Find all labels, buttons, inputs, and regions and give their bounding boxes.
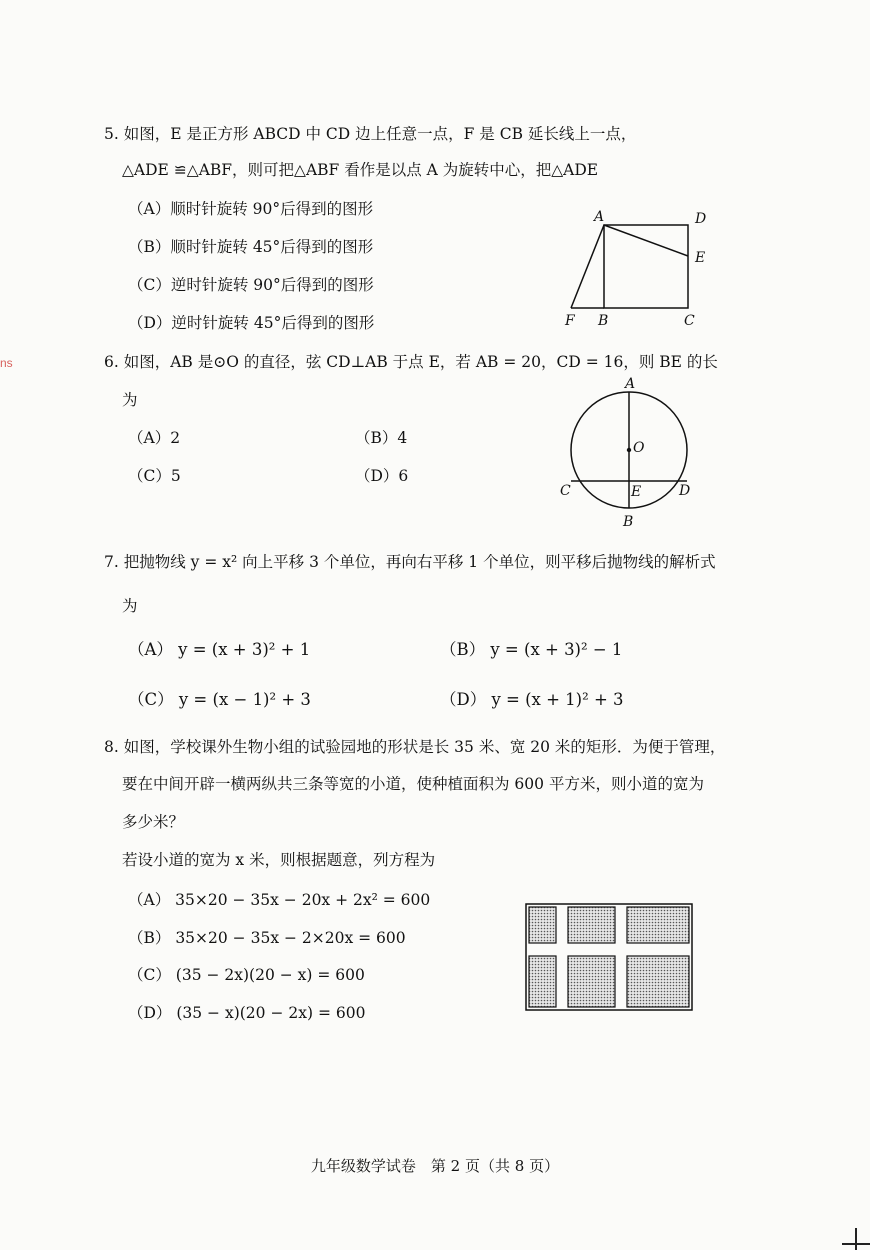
q5-option-b: （B）顺时针旋转 45°后得到的图形 xyxy=(128,238,374,256)
q6-line2: 为 xyxy=(122,391,138,409)
q8-line4: 若设小道的宽为 x 米，则根据题意，列方程为 xyxy=(122,851,436,869)
label-a: A xyxy=(594,209,605,225)
q6-option-a: （A）2 xyxy=(128,429,181,447)
q7-option-c: （C） y = (x − 1)² + 3 xyxy=(128,690,311,709)
q8-option-c: （C） (35 − 2x)(20 − x) = 600 xyxy=(128,966,365,984)
label-b: B xyxy=(623,514,634,530)
q5-option-a: （A）顺时针旋转 90°后得到的图形 xyxy=(128,200,374,218)
q7-option-a: （A） y = (x + 3)² + 1 xyxy=(128,640,311,659)
q5-option-c: （C）逆时针旋转 90°后得到的图形 xyxy=(128,276,374,294)
q8-line2: 要在中间开辟一横两纵共三条等宽的小道，使种植面积为 600 平方米，则小道的宽为 xyxy=(122,775,704,793)
q5-figure-square xyxy=(560,205,720,330)
q7-line1: 7. 把抛物线 y = x² 向上平移 3 个单位，再向右平移 1 个单位，则平移后抛物线的解析式 xyxy=(104,553,716,571)
label-f: F xyxy=(565,313,575,329)
q8-line1: 8. 如图，学校课外生物小组的试验园地的形状是长 35 米、宽 20 米的矩形．为便于管理， xyxy=(104,738,726,756)
q5-line1: 5. 如图，E 是正方形 ABCD 中 CD 边上任意一点，F 是 CB 延长线上一点， xyxy=(104,125,637,143)
q7-line2: 为 xyxy=(122,597,138,615)
q5-option-d: （D）逆时针旋转 45°后得到的图形 xyxy=(128,314,375,332)
q8-option-b: （B） 35×20 − 35x − 2×20x = 600 xyxy=(128,929,406,947)
label-e: E xyxy=(695,250,706,266)
label-c: C xyxy=(560,483,571,499)
label-b: B xyxy=(598,313,609,329)
label-d: D xyxy=(679,483,691,499)
label-c: C xyxy=(684,313,695,329)
page-footer: 九年级数学试卷 第 2 页（共 8 页） xyxy=(310,1157,560,1175)
q6-figure-circle xyxy=(555,372,705,532)
crop-mark xyxy=(855,1228,857,1250)
q6-option-c: （C）5 xyxy=(128,467,181,485)
q8-option-d: （D） (35 − x)(20 − 2x) = 600 xyxy=(128,1004,366,1022)
label-e: E xyxy=(631,484,642,500)
q8-option-a: （A） 35×20 − 35x − 20x + 2x² = 600 xyxy=(128,891,431,909)
q6-option-d: （D）6 xyxy=(355,467,409,485)
q8-line3: 多少米？ xyxy=(122,813,185,831)
q5-line2: △ADE ≌△ABF，则可把△ABF 看作是以点 A 为旋转中心，把△ADE xyxy=(122,161,599,179)
margin-mark: ns xyxy=(0,356,13,370)
q7-option-d: （D） y = (x + 1)² + 3 xyxy=(440,690,624,709)
q8-figure-garden xyxy=(525,903,695,1013)
label-a: A xyxy=(625,376,636,392)
q6-line1: 6. 如图，AB 是⊙O 的直径，弦 CD⊥AB 于点 E，若 AB = 20，CD = 16，则 BE 的长 xyxy=(104,353,718,371)
q7-option-b: （B） y = (x + 3)² − 1 xyxy=(440,640,623,659)
label-d: D xyxy=(695,211,707,227)
q6-option-b: （B）4 xyxy=(355,429,408,447)
label-o: O xyxy=(633,440,645,456)
